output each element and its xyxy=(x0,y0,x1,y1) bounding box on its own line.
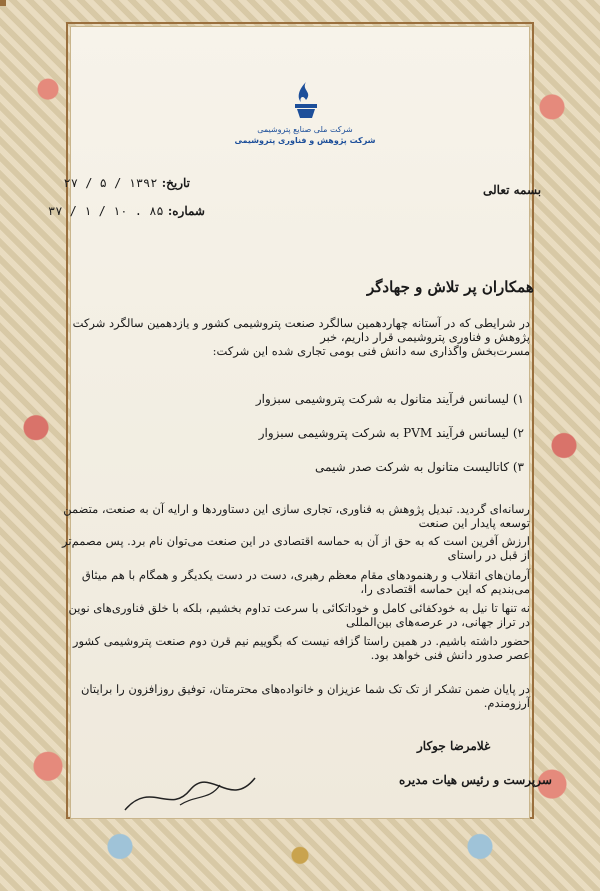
date-value: ۱۳۹۲ / ۵ / ۲۷ xyxy=(63,176,158,190)
organization-name xyxy=(230,124,380,146)
paragraph-line: حضور داشته باشیم. در همین راستا گزافه نیست که بگوییم نیم قرن دوم صنعت پتروشیمی کشور عصر صدور دانش فنی خواهد بود. xyxy=(72,634,530,662)
nipc-flame-logo-icon xyxy=(291,80,321,120)
number-value: ۸۵ . ۱۰ / ۱ / ۳۷ xyxy=(47,204,164,218)
organization-name-line1: شرکت ملی صنایع پتروشیمی xyxy=(257,125,353,134)
closing-line: در پایان ضمن تشکر از تک تک شما عزیزان و خانواده‌های محترمتان، توفیق روزافزون را برایتان آرزومندم. xyxy=(80,682,530,710)
number-label: شماره: xyxy=(167,204,205,218)
handwritten-signature-icon xyxy=(120,770,260,820)
signer-title: سرپرست و رئیس هیات مدیره xyxy=(399,773,552,787)
organization-name-line2: شرکت پژوهش و فناوری پتروشیمی xyxy=(234,136,376,145)
paragraph-line: آرمان‌های انقلاب و رهنمودهای مقام معظم رهبری، دست در دست یکدیگر و همگام با هم میثاق می‌بندیم که این حماسه اقتصادی را، xyxy=(81,568,530,596)
date-label: تاریخ: xyxy=(161,176,190,190)
intro-line-1: در شرایطی که در آستانه چهاردهمین سالگرد صنعت پتروشیمی کشور و یازدهمین سالگرد شرکت پژوهش و فناوری پتروشیمی قرار داریم، خبر xyxy=(72,316,530,344)
number-field xyxy=(48,204,205,218)
intro-line-2: مسرت‌بخش واگذاری سه دانش فنی بومی تجاری شده این شرکت: xyxy=(212,344,530,358)
list-item: ۱) لیسانس فرآیند متانول به شرکت پتروشیمی سبزوار xyxy=(255,392,524,406)
paragraph-line: رسانه‌ای گردید. تبدیل پژوهش به فناوری، تجاری سازی این دستاوردها و ارایه آن به صنعت، متضمن توسعه پایدار این صنعت xyxy=(63,502,530,530)
letter-salutation: همکاران پر تلاش و جهادگر xyxy=(367,278,534,296)
paragraph-line: نه تنها تا نیل به خودکفائی کامل و خوداتکائی با سرعت تداوم بخشیم، بلکه با خلق فناوری‌های نوین در تراز جهانی، در عرصه‌های بین‌المللی xyxy=(68,601,530,629)
date-field xyxy=(64,176,190,190)
signer-name: غلامرضا جوکار xyxy=(417,739,491,753)
list-item: ۳) کاتالیست متانول به شرکت صدر شیمی xyxy=(315,460,524,474)
paragraph-line: ارزش آفرین است که به حق از آن به حماسه اقتصادی در این صنعت می‌توان نام برد. پس مصمم‌تر از قبل در راستای xyxy=(62,534,530,562)
basmala-heading: بسمه تعالی xyxy=(483,183,542,197)
list-item: ۲) لیسانس فرآیند PVM به شرکت پتروشیمی سبزوار xyxy=(258,426,524,440)
